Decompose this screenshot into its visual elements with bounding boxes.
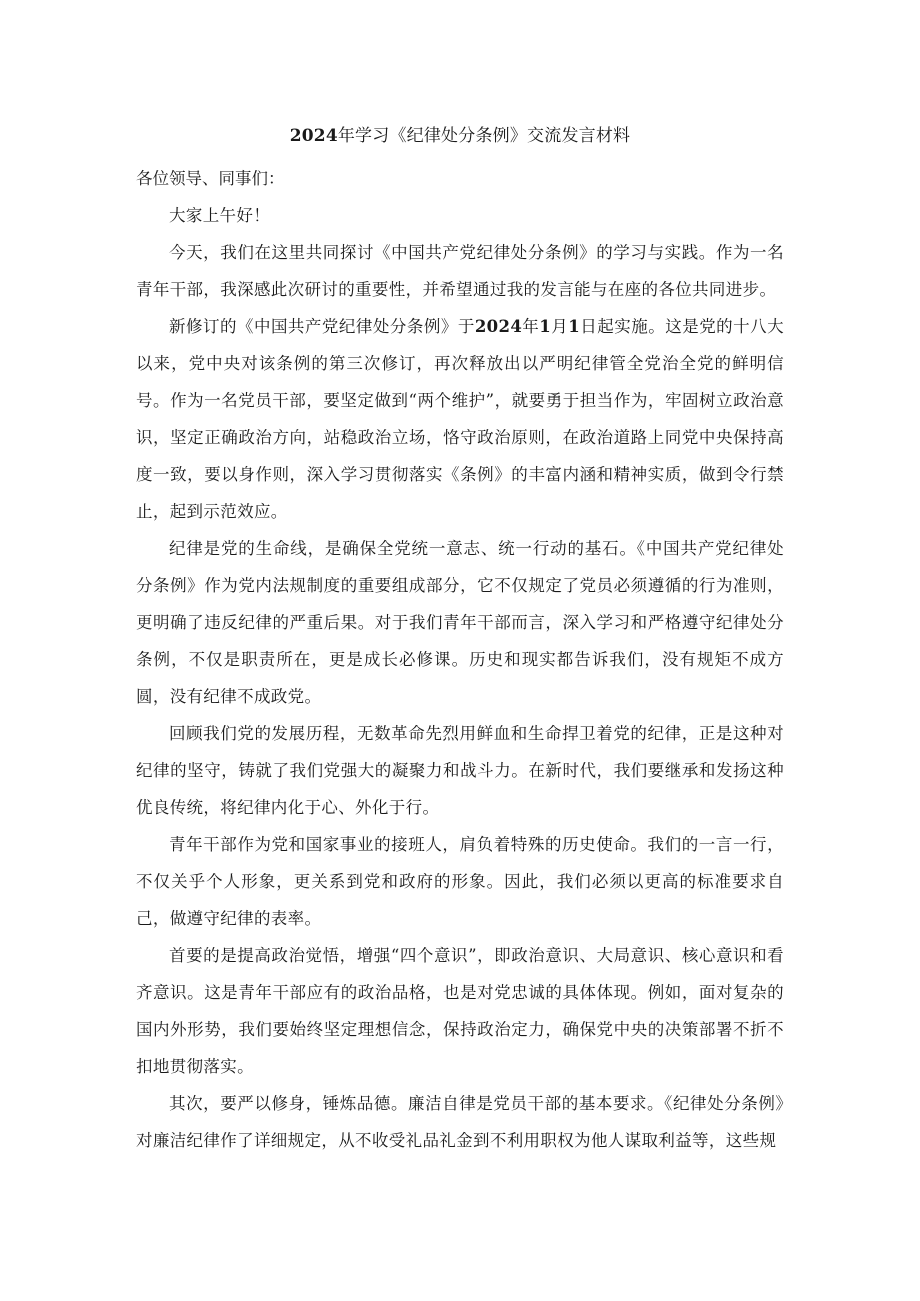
paragraph-6: 青年干部作为党和国家事业的接班人，肩负着特殊的历史使命。我们的一言一行，不仅关乎个人形象，更关系到党和政府的形象。因此，我们必须以更高的标准要求自己，做遵守纪律的表率。 bbox=[136, 835, 784, 928]
title-text: 年学习《纪律处分条例》交流发言材料 bbox=[337, 126, 631, 146]
paragraph-4: 纪律是党的生命线，是确保全党统一意志、统一行动的基石。《中国共产党纪律处分条例》作为党内法规制度的重要组成部分，它不仅规定了党员必须遵循的行为准则，更明确了违反纪律的严重后果。对于我们青年干部而言，深入学习和严格遵守纪律处分条例，不仅是职责所在，更是成长必修课。历史和现实都告诉我们，没有规矩不成方圆，没有纪律不成政党。 bbox=[136, 539, 784, 706]
p3-text-1: 新修订的《中国共产党纪律处分条例》于 bbox=[169, 317, 475, 336]
p3-day: 1 bbox=[568, 317, 581, 336]
paragraph-5: 回顾我们党的发展历程，无数革命先烈用鲜血和生命捍卫着党的纪律，正是这种对纪律的坚守，铸就了我们党强大的凝聚力和战斗力。在新时代，我们要继承和发扬这种优良传统，将纪律内化于心、外化于行。 bbox=[136, 724, 784, 817]
p3-year: 2024 bbox=[474, 317, 523, 336]
p3-text-3: 月 bbox=[551, 317, 569, 336]
paragraph-8: 其次，要严以修身，锤炼品德。廉洁自律是党员干部的基本要求。《纪律处分条例》对廉洁纪律作了详细规定，从不收受礼品礼金到不利用职权为他人谋取利益等，这些规 bbox=[136, 1094, 784, 1150]
p3-text-2: 年 bbox=[522, 317, 540, 336]
paragraph-1: 大家上午好！ bbox=[169, 206, 271, 225]
salutation: 各位领导、同事们： bbox=[136, 169, 285, 188]
paragraph-7: 首要的是提高政治觉悟，增强“四个意识”，即政治意识、大局意识、核心意识和看齐意识。这是青年干部应有的政治品格，也是对党忠诚的具体体现。例如，面对复杂的国内外形势，我们要始终坚定理想信念，保持政治定力，确保党中央的决策部署不折不扣地贯彻落实。 bbox=[136, 946, 784, 1076]
title-year: 2024 bbox=[289, 126, 338, 146]
document-title bbox=[136, 118, 784, 154]
p3-month: 1 bbox=[539, 317, 552, 336]
paragraph-3 bbox=[136, 308, 784, 530]
p3-text-4: 日起实施。这是党的十八大以来，党中央对该条例的第三次修订，再次释放出以严明纪律管全党治全党的鲜明信号。作为一名党员干部，要坚定做到“两个维护”，就要勇于担当作为，牢固树立政治意识，坚定正确政治方向，站稳政治立场，恪守政治原则，在政治道路上同党中央保持高度一致，要以身作则，深入学习贯彻落实《条例》的丰富内涵和精神实质，做到令行禁止，起到示范效应。 bbox=[136, 317, 785, 521]
paragraph-2: 今天，我们在这里共同探讨《中国共产党纪律处分条例》的学习与实践。作为一名青年干部，我深感此次研讨的重要性，并希望通过我的发言能与在座的各位共同进步。 bbox=[136, 243, 784, 299]
document-page bbox=[136, 118, 784, 1159]
